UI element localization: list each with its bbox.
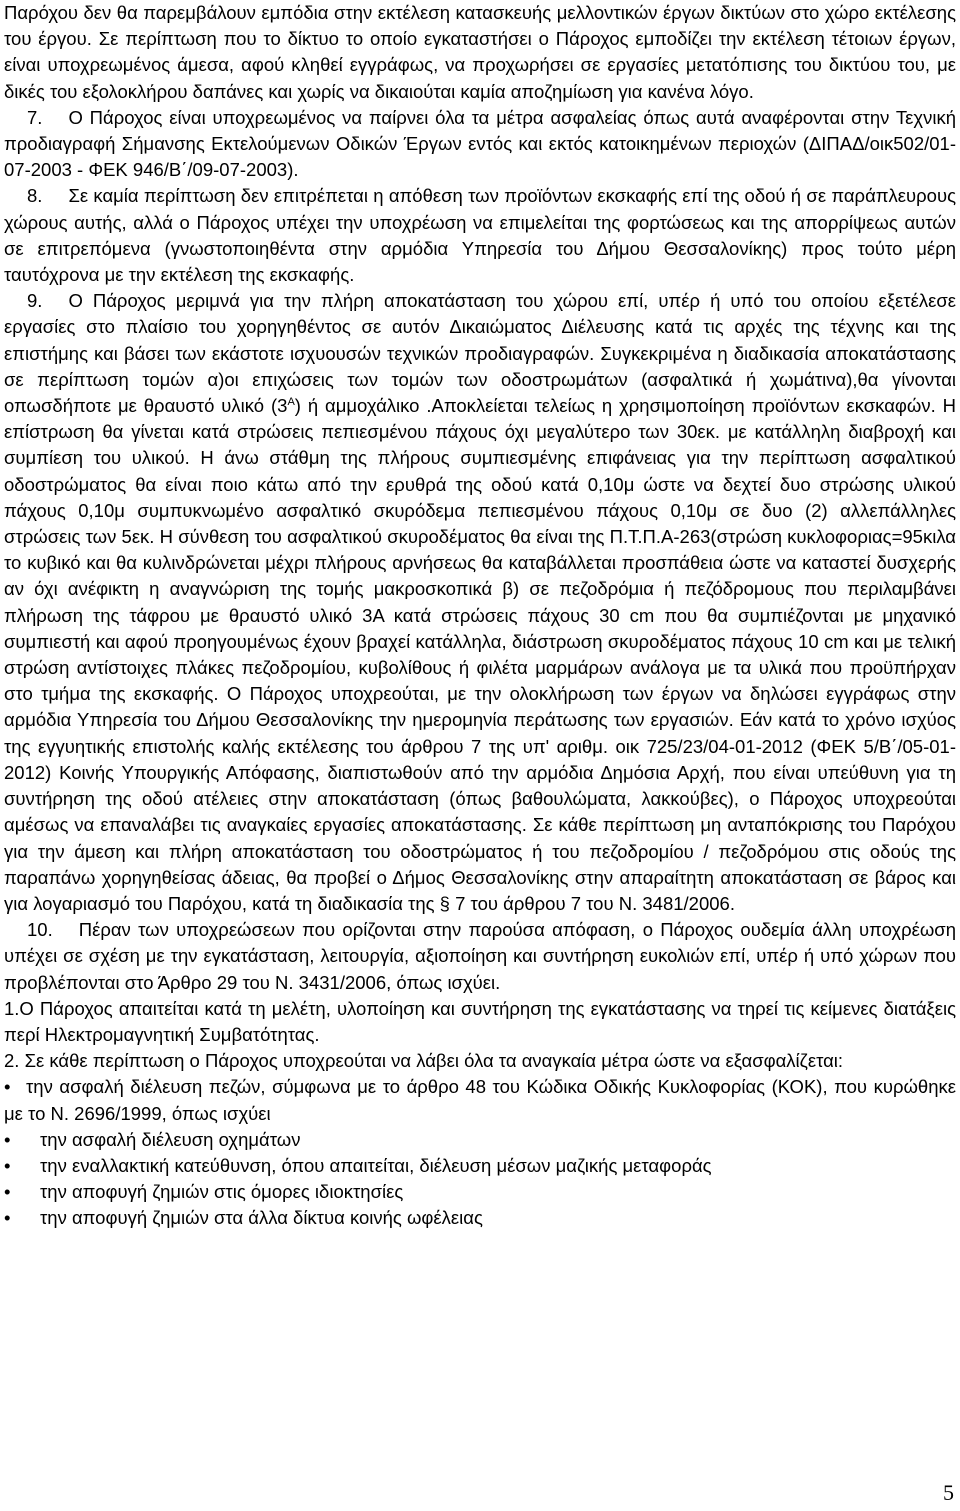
sub-item-1 (4, 996, 956, 1048)
paragraph-first-line: Παρόχου δεν θα παρεμβάλουν εμπόδια στην εκτέλεση κατασκευής μελλοντικών έργων δικτύων στο (4, 2, 820, 23)
bullet-text-5: την αποφυγή ζημιών στα άλλα δίκτυα κοινής ωφέλειας (40, 1207, 483, 1229)
paragraph-continuation (4, 0, 956, 105)
item-9-superscript: Α (287, 395, 295, 408)
sub-item-1-text: 1.Ο Πάροχος απαιτείται κατά τη μελέτη, υλοποίηση και συντήρηση της εγκατάστασης να τηρεί τις κείμενες διατάξεις περί Ηλεκτρομαγνητική Συμβατότητας. (4, 997, 956, 1045)
bullet-icon: • (4, 1076, 11, 1098)
document-page (4, 0, 956, 1232)
item-9-text-b: ) ή αμμοχάλικο .Αποκλείεται τελείως η χρησιμοποίηση προϊόντων εκσκαφών. Η επίστρωση θα γίνεται κατά στρώσεις πεπιεσμένου πάχους όχι μεγαλύτερο των 30εκ. με κατάλληλη διαβροχή και συμπίεση του υλικού. Η άνω στάθμη της πλήρους συμπιεσμένης επιφάνειας για την περίπτωση ασφαλτικού οδοστρώματος θα είναι ποιο κάτω από την ερυθρά της οδού κατά 0,10μ ώστε να δεχτεί δυο στρώσης υλικού πάχους 0,10μ συμπυκνωμένο ασφαλτικό σκυρόδεμα πεπιεσμένου πάχους 0,10μ σε δυο (2) αλλεπάλληλες στρώσεις των 5εκ. Η σύνθεση του ασφαλτικού σκυροδέματος θα είναι της Π.Τ.Π.Α-263(στρώση κυκλοφοριας=95κιλα το κυβικό και θα κυλινδρώνεται μέχρι πλήρους αρνήσεως θα καταβάλλεται προσπάθεια ώστε να καταστεί δυσχερής αν όχι ανέφικτη η αναγνώριση της τομής μακροσκοπικά β) σε πεζοδρόμια ή πεζόδρομους που περιλαμβάνει πλήρωση της τάφρου με θραυστό υλικό 3Α κατά στρώσεις πάχους 30 cm που θα συμπιέζονται με μηχανικό συμπιεστή και αφού προηγουμένως έχουν βραχεί κατάλληλα, διάστρωση σκυροδέματος πάχους 10 cm και με τελική στρώση αντίστοιχες πλάκες πεζοδρομίου, κυβολίθους ή φιλέτα μαρμάρων ανάλογα με τα υλικά που προϋπήρχαν στο τμήμα της εκσκαφής. Ο Πάροχος υποχρεούται, με την ολοκλήρωση των έργων να δηλώσει εγγράφως στην αρμόδια Υπηρεσία του Δήμου Θεσσαλονίκης την ημερομηνία περάτωσης των εργασιών. Εάν κατά το χρόνο ισχύος της εγγυητικής επιστολής καλής εκτέλεσης του άρθρου 7 της υπ' αριθμ. οικ 725/23/04-01-2012 (ΦΕΚ 5/Β΄/05-01-2012) Κοινής Υπουργικής Απόφασης, διαπιστωθούν από την αρμόδια Δημόσια Αρχή, που είναι υπεύθυνη για τη συντήρηση της οδού ατέλειες στην αποκατάσταση (όπως βαθουλώματα, λακκούβες), ο Πάροχος υποχρεούται αμέσως να επαναλάβει τις αναγκαίες εργασίες αποκατάστασης. Σε κάθε περίπτωση μη ανταπόκρισης του Παρόχου για την άμεση και πλήρη αποκατάσταση του οδοστρώματος ή του πεζοδρομίου / πεζοδρόμου στις οδούς της παραπάνω χορηγηθείσας άδειας, θα προβεί ο Δήμος Θεσσαλονίκης στην απαραίτητη αποκατάσταση σε βάρος και για λογαριασμό του Παρόχου, κατά τη διαδικασία της § 7 του άρθρου 7 του Ν. 3481/2006. (4, 395, 956, 914)
sub-item-2 (4, 1048, 956, 1074)
item-7-text: Ο Πάροχος είναι υποχρεωμένος να παίρνει όλα τα μέτρα ασφαλείας όπως αυτά αναφέρονται στην Τεχνική προδιαγραφή Σήμανσης Εκτελούμενων Οδικών Έργων εντός και εκτός κατοικημένων περιοχών (ΔΙΠΑΔ/οικ502/01-07-2003 - ΦΕΚ 946/Β΄/09-07-2003). (4, 106, 956, 181)
bullet-icon: • (4, 1207, 11, 1229)
sub-item-2-text: 2. Σε κάθε περίπτωση ο Πάροχος υποχρεούται να λάβει όλα τα αναγκαία μέτρα ώστε να εξασφαλίζεται: (4, 1050, 844, 1072)
bullet-icon: • (4, 1154, 11, 1176)
item-10-number: 10. (27, 919, 53, 941)
bullet-item-2 (4, 1127, 956, 1153)
item-9 (4, 288, 956, 917)
item-8 (4, 183, 956, 288)
item-8-number: 8. (27, 185, 43, 207)
bullet-icon: • (4, 1181, 11, 1203)
bullet-item-5 (4, 1205, 956, 1231)
paragraph-rest: χώρο εκτέλεσης του έργου. Σε περίπτωση που το δίκτυο το οποίο εγκαταστήσει ο Πάροχος εμποδίζει την εκτέλεση τέτοιων έργων, είναι υποχρεωμένος άμεσα, αφού κληθεί εγγράφως, να προχωρήσει σε εργασίες μετατόπισης του δικτύου του, με δικές του εξολοκλήρου δαπάνες και χωρίς να δικαιούται καμία αποζημίωση για κανένα λόγο. (4, 2, 956, 102)
bullet-text-1: την ασφαλή διέλευση πεζών, σύμφωνα με το άρθρο 48 του Κώδικα Οδικής Κυκλοφορίας (ΚΟΚ), που κυρώθηκε με το Ν. 2696/1999, όπως ισχύει (4, 1076, 956, 1124)
item-10 (4, 917, 956, 996)
bullet-item-3 (4, 1153, 956, 1179)
item-7-number: 7. (27, 106, 43, 128)
page-number: 5 (943, 1480, 954, 1505)
bullet-text-4: την αποφυγή ζημιών στις όμορες ιδιοκτησίες (40, 1181, 404, 1203)
item-9-number: 9. (27, 290, 43, 312)
bullet-text-2: την ασφαλή διέλευση οχημάτων (40, 1128, 301, 1150)
bullet-icon: • (4, 1128, 11, 1150)
bullet-item-4 (4, 1179, 956, 1205)
item-9-text-a: Ο Πάροχος μεριμνά για την πλήρη αποκατάσταση του χώρου επί, υπέρ ή υπό του οποίου εξετέλεσε εργασίες στο πλαίσιο του χορηγηθέντος σε αυτόν Δικαιώματος Διέλευσης κατά τις αρχές της τέχνης και της επιστήμης και βάσει των εκάστοτε ισχυουσών τεχνικών προδιαγραφών. Συγκεκριμένα η διαδικασία αποκατάστασης σε περίπτωση τομών α)οι επιχώσεις των τομών των οδοστρωμάτων (ασφαλτικά ή χωμάτινα),θα γίνονται οπωσδήποτε με θραυστό υλικό (3 (4, 290, 956, 417)
item-8-text: Σε καμία περίπτωση δεν επιτρέπεται η απόθεση των προϊόντων εκσκαφής επί της οδού ή σε παράπλευρους χώρους αυτής, αλλά ο Πάροχος υπέχει την υποχρέωση να επιμελείται της φορτώσεως και της απορρίψεως αυτών σε επιτρεπόμενα (γνωστοποιηθέντα στην αρμόδια Υπηρεσία του Δήμου Θεσσαλονίκης) προς τούτο μέρη ταυτόχρονα με την εκτέλεση της εκσκαφής. (4, 185, 956, 286)
bullet-item-1 (4, 1074, 956, 1126)
item-10-text: Πέραν των υποχρεώσεων που ορίζονται στην παρούσα απόφαση, ο Πάροχος ουδεμία άλλη υποχρέωση υπέχει σε σχέση με την εγκατάσταση, λειτουργία, αξιοποίηση και συντήρηση ευκολιών επί, υπέρ ή υπό χώρων που προβλέπονται στο Άρθρο 29 του Ν. 3431/2006, όπως ισχύει. (4, 919, 956, 993)
bullet-text-3: την εναλλακτική κατεύθυνση, όπου απαιτείται, διέλευση μέσων μαζικής μεταφοράς (40, 1154, 712, 1176)
item-7 (4, 105, 956, 184)
